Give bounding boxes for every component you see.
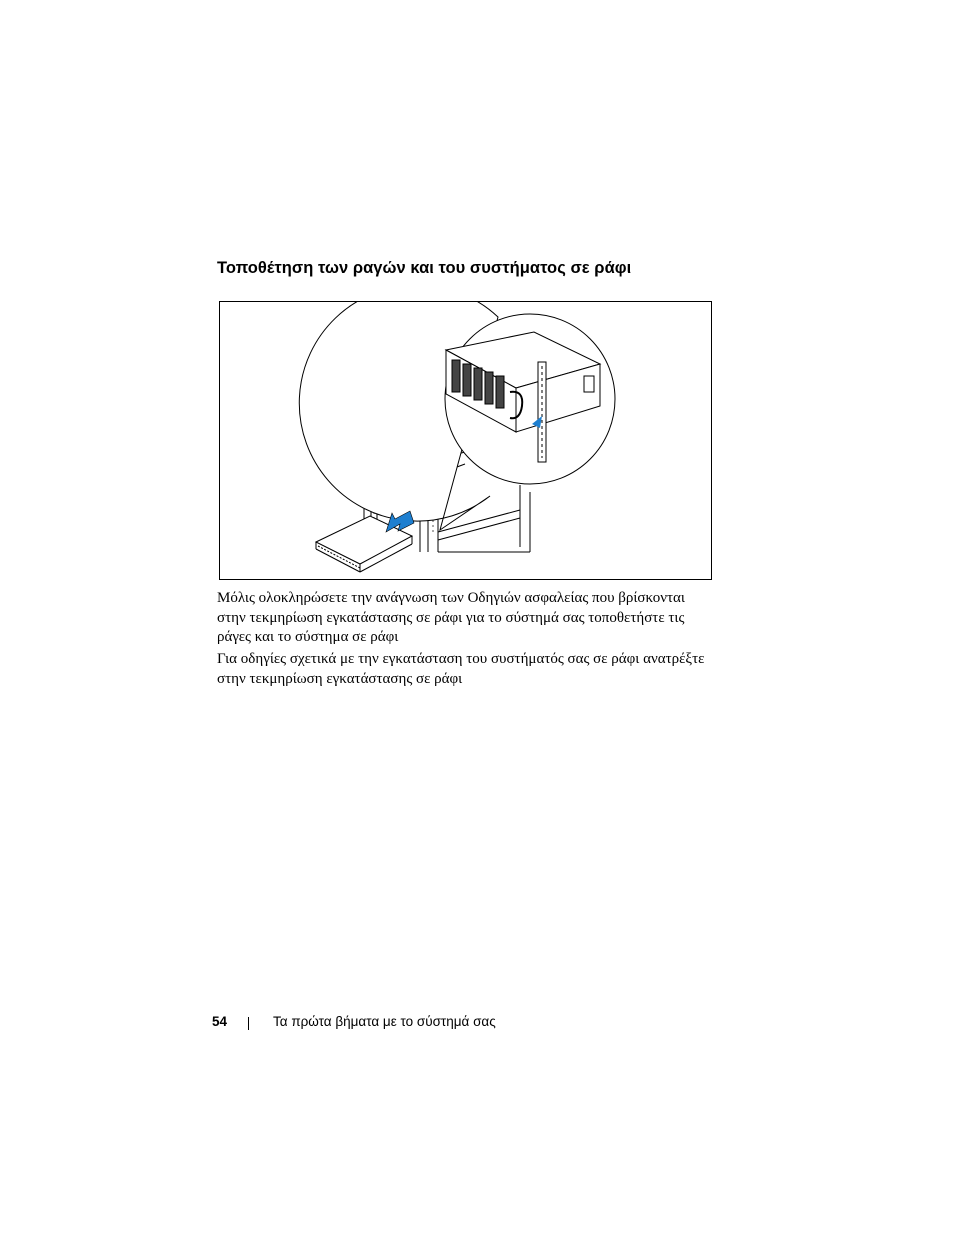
page-footer <box>212 1014 496 1029</box>
rack-installation-figure <box>219 301 712 580</box>
paragraph-line: Για οδηγίες σχετικά με την εγκατάσταση του συστήματός σας σε ράφι ανατρέξτε <box>217 651 705 667</box>
installation-reference-paragraph <box>217 650 737 689</box>
installation-intro-paragraph <box>217 589 737 648</box>
page-number: 54 <box>212 1014 228 1029</box>
footer-separator <box>248 1017 249 1030</box>
chapter-title: Τα πρώτα βήματα με το σύστημά σας <box>273 1014 496 1029</box>
paragraph-line: στην τεκμηρίωση εγκατάστασης σε ράφι για το σύστημά σας τοποθετήστε τις <box>217 609 685 626</box>
paragraph-line: Μόλις ολοκληρώσετε την ανάγνωση των Οδηγιών ασφαλείας που βρίσκονται <box>217 590 685 606</box>
paragraph-line: στην τεκμηρίωση εγκατάστασης σε ράφι <box>217 670 463 687</box>
paragraph-line: ράγες και το σύστημα σε ράφι <box>217 629 399 645</box>
section-heading: Τοποθέτηση των ραγών και του συστήματος σε ράφι <box>217 259 632 277</box>
rack-installation-illustration <box>220 302 712 580</box>
